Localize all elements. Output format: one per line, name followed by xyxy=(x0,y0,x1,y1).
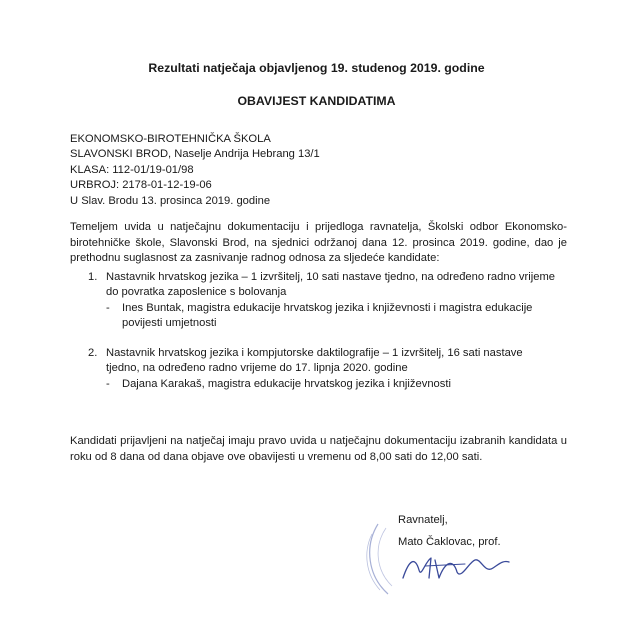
signature-name: Mato Čaklovac, prof. xyxy=(398,536,501,548)
candidate-entry xyxy=(106,301,558,332)
closing-paragraph: Kandidati prijavljeni na natječaj imaju pravo uvida u natječajnu dokumentaciju izabranih kandidata u roku od 8 dana od dana objave ove obavijesti u vremenu od 8,00 sati do 12,00 sati. xyxy=(70,435,567,463)
document-subtitle: OBAVIJEST KANDIDATIMA xyxy=(237,94,396,108)
school-address: SLAVONSKI BROD, Naselje Andrija Hebrang 13/1 xyxy=(70,148,320,161)
list-dash: - xyxy=(106,377,110,390)
signature-role: Ravnatelj, xyxy=(398,514,448,526)
klasa-number: KLASA: 112-01/19-01/98 xyxy=(70,163,194,176)
candidate-entry xyxy=(106,377,558,392)
list-item xyxy=(88,346,558,392)
urbroj-number: URBROJ: 2178-01-12-19-06 xyxy=(70,179,212,192)
place-date: U Slav. Brodu 13. prosinca 2019. godine xyxy=(70,194,271,207)
candidate-name: Ines Buntak, magistra edukacije hrvatskog jezika i književnosti i magistra edukacije povijesti umjetnosti xyxy=(122,301,533,330)
candidate-name: Dajana Karakaš, magistra edukacije hrvatskog jezika i književnosti xyxy=(122,377,451,390)
position-description: Nastavnik hrvatskog jezika – 1 izvršitelj, 10 sati nastave tjedno, na određeno radno vrijeme do povratka zaposlenice s bolovanja xyxy=(106,271,555,299)
list-item-number: 1. xyxy=(88,271,98,283)
list-item xyxy=(88,270,558,332)
intro-paragraph: Temeljem uvida u natječajnu dokumentaciju i prijedloga ravnatelja, Školski odbor Ekonomsko-birotehničke škole, Slavonski Brod, na sjednici održanoj dana 12. prosinca 2019. godine, dao je prethodnu suglasnost za zasnivanje radnog odnosa za sljedeće kandidate: xyxy=(70,221,567,265)
document-title: Rezultati natječaja objavljenog 19. studenog 2019. godine xyxy=(148,61,485,75)
list-item-number: 2. xyxy=(88,347,98,359)
list-dash: - xyxy=(106,301,110,314)
school-name: EKONOMSKO-BIROTEHNIČKA ŠKOLA xyxy=(70,133,271,145)
sender-block xyxy=(70,132,320,209)
position-description: Nastavnik hrvatskog jezika i kompjutorske daktilografije – 1 izvršitelj, 16 sati nastave tjedno, na određeno radno vrijeme do 17. lipnja 2020. godine xyxy=(106,347,523,375)
handwritten-signature xyxy=(395,548,515,588)
